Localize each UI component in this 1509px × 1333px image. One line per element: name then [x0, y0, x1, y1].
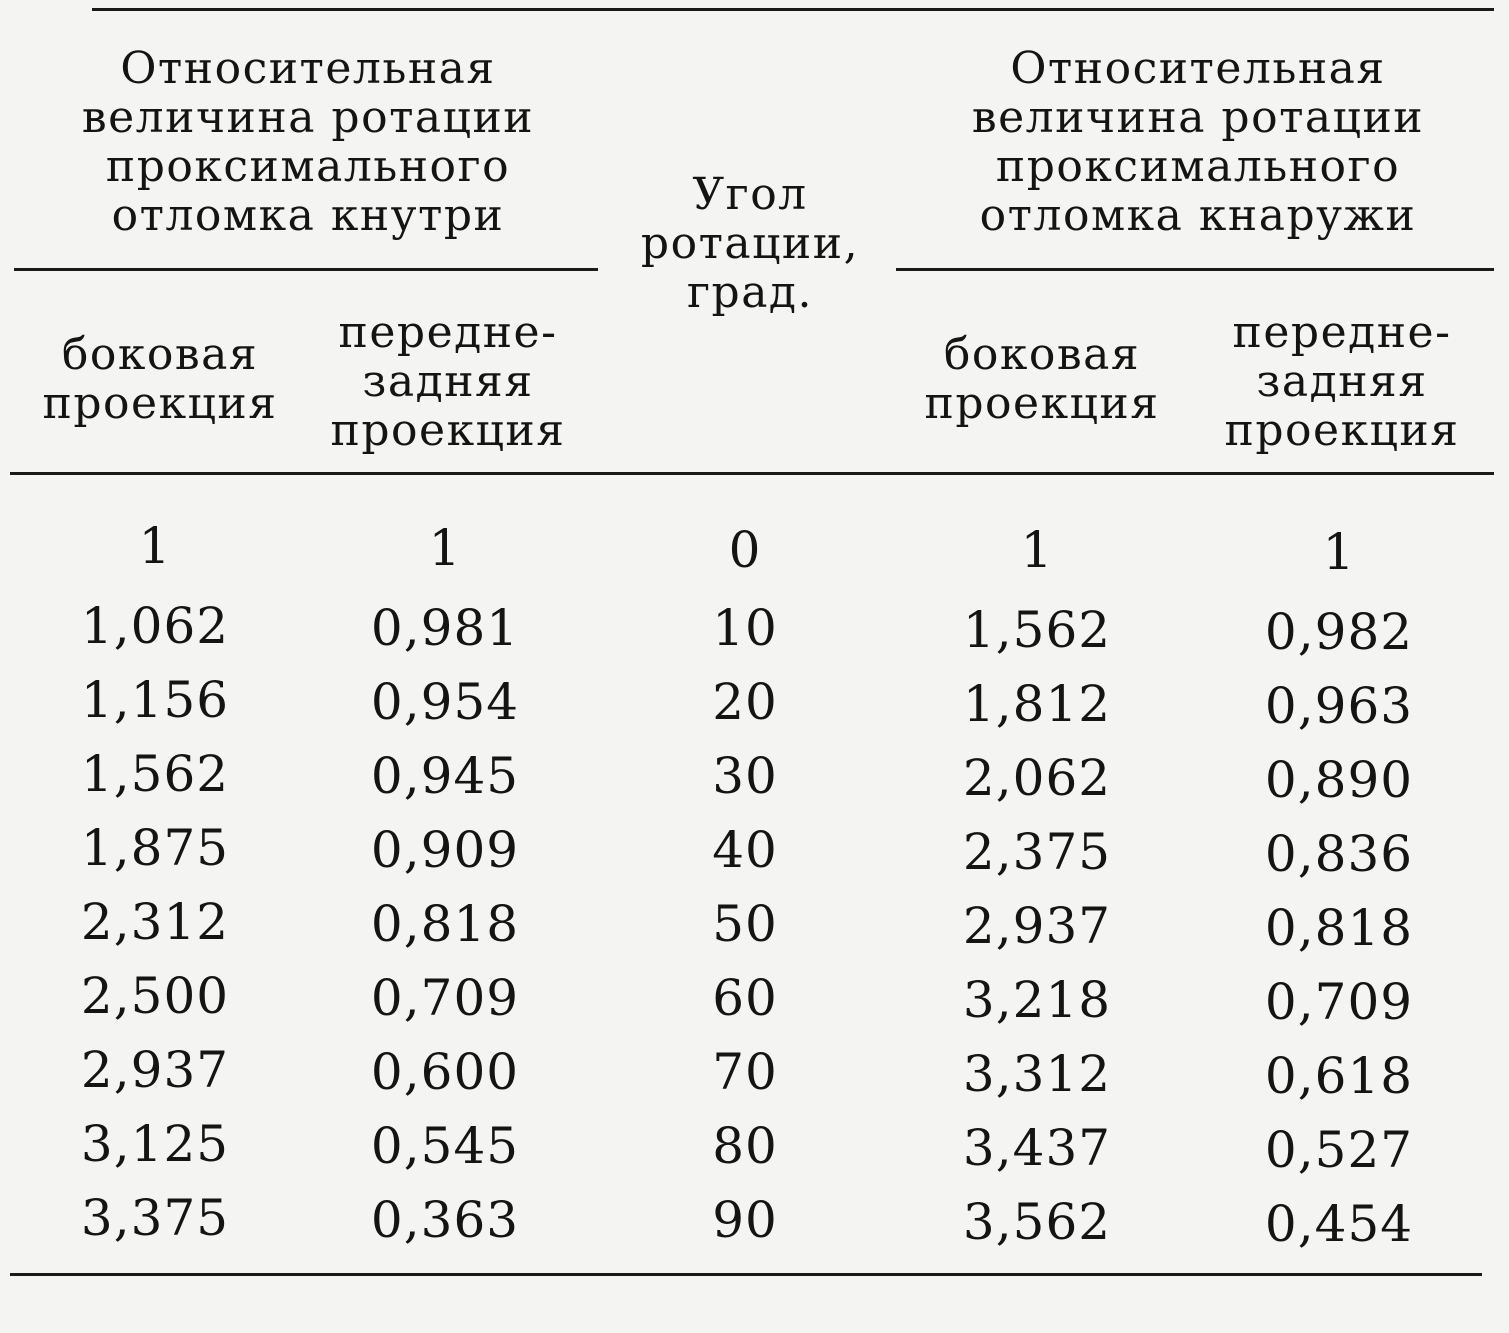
inward-rotation-header: Относительная величина ротации проксимального отломка кнутри — [81, 43, 535, 241]
inward-lateral-cell: 1,875 — [80, 819, 230, 877]
inward-lateral-cell: 1,156 — [80, 671, 230, 729]
outward-lateral-cell: 3,562 — [962, 1193, 1112, 1251]
inward-lateral-cell: 1,562 — [80, 745, 230, 803]
outward-ap-cell: 0,982 — [1264, 603, 1414, 661]
inward-lateral-cell: 1 — [138, 517, 172, 575]
inward-lateral-projection-header: боковая проекция — [42, 329, 278, 429]
inward-ap-cell: 0,954 — [370, 673, 520, 731]
angle-cell: 20 — [712, 673, 778, 731]
angle-cell: 80 — [712, 1117, 778, 1175]
inward-ap-cell: 0,945 — [370, 747, 520, 805]
outward-ap-projection-header: передне- задняя проекция — [1224, 307, 1460, 456]
angle-cell: 60 — [712, 969, 778, 1027]
outward-ap-cell: 0,527 — [1264, 1121, 1414, 1179]
inward-ap-cell: 1 — [428, 519, 462, 577]
outward-ap-cell: 0,454 — [1264, 1195, 1414, 1253]
bottom-rule — [10, 1273, 1482, 1276]
outward-lateral-cell: 1,812 — [962, 675, 1112, 733]
inward-ap-cell: 0,545 — [370, 1117, 520, 1175]
inward-ap-cell: 0,600 — [370, 1043, 520, 1101]
angle-cell: 40 — [712, 821, 778, 879]
angle-cell: 70 — [712, 1043, 778, 1101]
inward-ap-cell: 0,709 — [370, 969, 520, 1027]
angle-cell: 10 — [712, 599, 778, 657]
inward-lateral-cell: 3,375 — [80, 1189, 230, 1247]
outward-ap-cell: 0,890 — [1264, 751, 1414, 809]
outward-rotation-header: Относительная величина ротации проксимального отломка кнаружи — [971, 43, 1425, 241]
outward-lateral-cell: 1,562 — [962, 601, 1112, 659]
outward-lateral-cell: 1 — [1020, 521, 1054, 579]
inward-ap-cell: 0,818 — [370, 895, 520, 953]
outward-lateral-cell: 2,062 — [962, 749, 1112, 807]
angle-cell: 30 — [712, 747, 778, 805]
inward-ap-cell: 0,363 — [370, 1191, 520, 1249]
outward-lateral-cell: 3,312 — [962, 1045, 1112, 1103]
outward-ap-cell: 1 — [1322, 523, 1356, 581]
inward-lateral-cell: 2,937 — [80, 1041, 230, 1099]
angle-cell: 50 — [712, 895, 778, 953]
inward-ap-cell: 0,981 — [370, 599, 520, 657]
outward-ap-cell: 0,818 — [1264, 899, 1414, 957]
header-bottom-rule — [10, 472, 1494, 475]
outward-lateral-projection-header: боковая проекция — [924, 329, 1160, 429]
angle-cell: 0 — [728, 521, 762, 579]
outward-ap-cell: 0,836 — [1264, 825, 1414, 883]
angle-cell: 90 — [712, 1191, 778, 1249]
outward-ap-cell: 0,618 — [1264, 1047, 1414, 1105]
inward-group-rule — [14, 268, 598, 271]
outward-group-rule — [896, 268, 1494, 271]
inward-lateral-cell: 3,125 — [80, 1115, 230, 1173]
outward-lateral-cell: 3,437 — [962, 1119, 1112, 1177]
outward-ap-cell: 0,709 — [1264, 973, 1414, 1031]
inward-lateral-cell: 2,312 — [80, 893, 230, 951]
inward-lateral-cell: 1,062 — [80, 597, 230, 655]
top-rule — [92, 8, 1494, 11]
outward-lateral-cell: 2,375 — [962, 823, 1112, 881]
outward-ap-cell: 0,963 — [1264, 677, 1414, 735]
rotation-angle-header: Угол ротации, град. — [640, 169, 860, 318]
inward-lateral-cell: 2,500 — [80, 967, 230, 1025]
inward-ap-projection-header: передне- задняя проекция — [330, 307, 566, 456]
inward-ap-cell: 0,909 — [370, 821, 520, 879]
outward-lateral-cell: 3,218 — [962, 971, 1112, 1029]
outward-lateral-cell: 2,937 — [962, 897, 1112, 955]
